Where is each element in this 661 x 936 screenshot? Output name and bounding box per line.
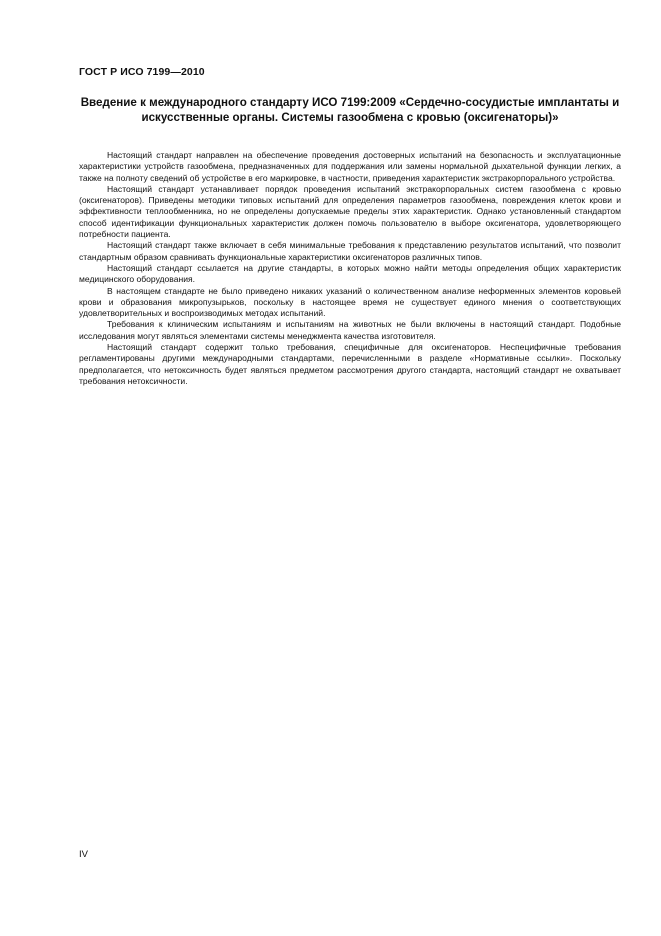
document-header-code: ГОСТ Р ИСО 7199—2010 xyxy=(79,66,205,78)
paragraph: Настоящий стандарт ссылается на другие стандарты, в которых можно найти методы определения общих характеристик медицинского оборудования. xyxy=(79,262,621,285)
paragraph: Настоящий стандарт направлен на обеспечение проведения достоверных испытаний на безопасность и эксплуатационные характеристики устройств газообмена, предназначенных для поддержания или замены нормальной дыхательной функции легких, а также на полноту сведений об устройстве в его маркировке, в частности, приведения характеристик экстракорпорального устройства. xyxy=(79,150,621,183)
paragraph: Настоящий стандарт устанавливает порядок проведения испытаний экстракорпоральных систем газообмена с кровью (оксигенаторов). Приведены методики типовых испытаний для определения параметров газообмена, повреждения клеток крови и эффективности теплообменника, но не определены допускаемые пределы этих характеристик. Однако установленный стандартом способ идентификации функциональных характеристик должен помочь пользователю в выборе оксигенатора, удовлетворяющего потребности пациента. xyxy=(79,183,621,240)
introduction-title: Введение к международного стандарту ИСО 7199:2009 «Сердечно-сосудистые имплантаты и искусственные органы. Системы газообмена с кровью (оксигенаторы)» xyxy=(80,96,620,124)
paragraph: В настоящем стандарте не было приведено никаких указаний о количественном анализе неформенных элементов коровьей крови и образования микропузырьков, поскольку в настоящее время не существует единого мнения о соответствующих удовлетворительных и воспроизводимых методах испытаний. xyxy=(79,285,621,319)
paragraph: Настоящий стандарт содержит только требования, специфичные для оксигенаторов. Неспецифичные требования регламентированы другими международными стандартами, перечисленными в разделе «Нормативные ссылки». Поскольку предполагается, что нетоксичность будет являться предметом рассмотрения другого стандарта, настоящий стандарт не охватывает требования нетоксичности. xyxy=(79,342,621,386)
paragraph: Требования к клиническим испытаниям и испытаниям на животных не были включены в настоящий стандарт. Подобные исследования могут являться элементами системы менеджмента качества изготовителя. xyxy=(79,319,621,341)
introduction-body xyxy=(79,150,621,387)
paragraph: Настоящий стандарт также включает в себя минимальные требования к представлению результатов испытаний, что позволит стандартным образом сравнивать функциональные характеристики оксигенаторов различных типов. xyxy=(79,240,621,262)
page-number: IV xyxy=(79,849,88,860)
